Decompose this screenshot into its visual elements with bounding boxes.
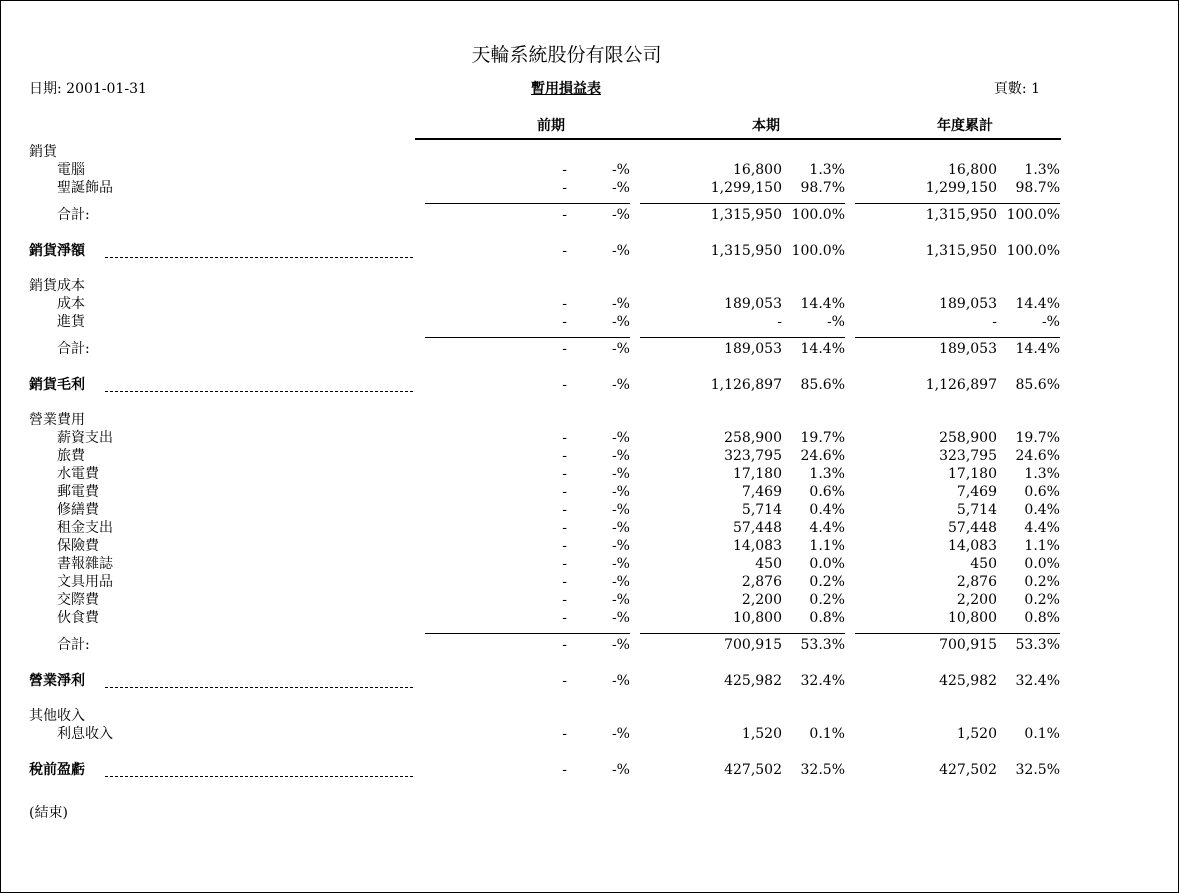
- ytd-percent: 0.2%: [1024, 574, 1060, 590]
- end-marker: (結束): [29, 805, 68, 821]
- total-label: 銷貨淨額: [29, 243, 85, 259]
- current-amount: -: [777, 314, 782, 330]
- line-item-label: 水電費: [57, 466, 99, 482]
- line-item-label: 修繕費: [57, 502, 99, 518]
- ytd-amount: 700,915: [939, 637, 997, 653]
- ytd-amount: 10,800: [948, 610, 997, 626]
- leader-dots: [105, 687, 413, 688]
- current-amount: 1,299,150: [710, 180, 782, 196]
- current-amount: 1,315,950: [710, 243, 782, 259]
- column-header-current: 本期: [752, 118, 780, 134]
- current-percent: -%: [826, 314, 845, 330]
- line-item-label: 成本: [57, 296, 85, 312]
- current-percent: 0.2%: [809, 592, 845, 608]
- ytd-amount: 189,053: [939, 341, 997, 357]
- subtotal-label: 合計:: [57, 341, 90, 357]
- current-percent: 0.4%: [809, 502, 845, 518]
- previous-percent: -%: [611, 673, 630, 689]
- previous-percent: -%: [611, 762, 630, 778]
- line-item-label: 保險費: [57, 538, 99, 554]
- ytd-amount: 258,900: [939, 430, 997, 446]
- line-item-label: 伙食費: [57, 610, 99, 626]
- previous-amount: -: [562, 243, 567, 259]
- previous-percent: -%: [611, 484, 630, 500]
- column-header-previous: 前期: [537, 118, 565, 134]
- subtotal-rule: [640, 203, 845, 204]
- ytd-percent: 0.6%: [1024, 484, 1060, 500]
- subtotal-rule: [425, 337, 630, 338]
- previous-percent: -%: [611, 296, 630, 312]
- page-number: 頁數: 1: [993, 81, 1040, 97]
- ytd-amount: 425,982: [939, 673, 997, 689]
- current-amount: 258,900: [724, 430, 782, 446]
- ytd-percent: 1.1%: [1024, 538, 1060, 554]
- ytd-amount: 1,520: [956, 726, 997, 742]
- previous-percent: -%: [611, 162, 630, 178]
- ytd-amount: 17,180: [948, 466, 997, 482]
- previous-percent: -%: [611, 448, 630, 464]
- line-item-label: 書報雜誌: [57, 556, 113, 572]
- previous-amount: -: [562, 377, 567, 393]
- previous-percent: -%: [611, 180, 630, 196]
- previous-amount: -: [562, 538, 567, 554]
- current-amount: 57,448: [733, 520, 782, 536]
- previous-amount: -: [562, 762, 567, 778]
- previous-amount: -: [562, 341, 567, 357]
- section-heading: 銷貨: [29, 144, 57, 160]
- current-amount: 17,180: [733, 466, 782, 482]
- ytd-amount: 450: [970, 556, 997, 572]
- current-percent: 100.0%: [791, 207, 845, 223]
- current-amount: 16,800: [733, 162, 782, 178]
- ytd-percent: 0.2%: [1024, 592, 1060, 608]
- current-amount: 189,053: [724, 296, 782, 312]
- current-percent: 1.3%: [809, 466, 845, 482]
- current-amount: 10,800: [733, 610, 782, 626]
- previous-amount: -: [562, 610, 567, 626]
- current-amount: 1,520: [741, 726, 782, 742]
- ytd-percent: 14.4%: [1015, 341, 1060, 357]
- current-percent: 0.0%: [809, 556, 845, 572]
- subtotal-rule: [640, 337, 845, 338]
- line-item-label: 聖誕飾品: [57, 180, 113, 196]
- subtotal-label: 合計:: [57, 637, 90, 653]
- subtotal-label: 合計:: [57, 207, 90, 223]
- previous-percent: -%: [611, 207, 630, 223]
- previous-percent: -%: [611, 430, 630, 446]
- ytd-amount: 1,315,950: [925, 243, 997, 259]
- ytd-percent: 53.3%: [1015, 637, 1060, 653]
- ytd-percent: 0.0%: [1024, 556, 1060, 572]
- ytd-percent: 1.3%: [1024, 162, 1060, 178]
- previous-percent: -%: [611, 538, 630, 554]
- header-rule: [415, 138, 1061, 140]
- ytd-percent: 19.7%: [1015, 430, 1060, 446]
- current-percent: 32.5%: [800, 762, 845, 778]
- line-item-label: 租金支出: [57, 520, 113, 536]
- section-heading: 其他收入: [29, 708, 85, 724]
- previous-percent: -%: [611, 556, 630, 572]
- ytd-amount: 5,714: [956, 502, 997, 518]
- current-percent: 85.6%: [800, 377, 845, 393]
- previous-percent: -%: [611, 377, 630, 393]
- previous-percent: -%: [611, 574, 630, 590]
- current-percent: 14.4%: [800, 296, 845, 312]
- previous-percent: -%: [611, 637, 630, 653]
- previous-amount: -: [562, 430, 567, 446]
- ytd-amount: 189,053: [939, 296, 997, 312]
- line-item-label: 交際費: [57, 592, 99, 608]
- current-amount: 700,915: [724, 637, 782, 653]
- ytd-percent: 85.6%: [1015, 377, 1060, 393]
- previous-percent: -%: [611, 314, 630, 330]
- previous-percent: -%: [611, 610, 630, 626]
- total-label: 營業淨利: [29, 673, 85, 689]
- previous-percent: -%: [611, 592, 630, 608]
- previous-amount: -: [562, 484, 567, 500]
- previous-percent: -%: [611, 341, 630, 357]
- current-amount: 427,502: [724, 762, 782, 778]
- ytd-percent: 32.4%: [1015, 673, 1060, 689]
- leader-dots: [105, 391, 413, 392]
- ytd-amount: 7,469: [956, 484, 997, 500]
- previous-percent: -%: [611, 243, 630, 259]
- previous-percent: -%: [611, 502, 630, 518]
- current-amount: 323,795: [724, 448, 782, 464]
- line-item-label: 利息收入: [57, 726, 113, 742]
- ytd-percent: 100.0%: [1006, 243, 1060, 259]
- previous-amount: -: [562, 673, 567, 689]
- section-heading: 營業費用: [29, 412, 85, 428]
- previous-amount: -: [562, 574, 567, 590]
- previous-amount: -: [562, 520, 567, 536]
- leader-dots: [105, 776, 413, 777]
- column-header-ytd: 年度累計: [937, 118, 993, 134]
- previous-amount: -: [562, 296, 567, 312]
- current-percent: 32.4%: [800, 673, 845, 689]
- current-amount: 7,469: [741, 484, 782, 500]
- previous-percent: -%: [611, 466, 630, 482]
- report-date: 日期: 2001-01-31: [29, 81, 147, 97]
- previous-percent: -%: [611, 520, 630, 536]
- ytd-amount: 16,800: [948, 162, 997, 178]
- line-item-label: 文具用品: [57, 574, 113, 590]
- current-percent: 0.1%: [809, 726, 845, 742]
- ytd-percent: -%: [1041, 314, 1060, 330]
- previous-percent: -%: [611, 726, 630, 742]
- line-item-label: 進貨: [57, 314, 85, 330]
- line-item-label: 薪資支出: [57, 430, 113, 446]
- current-percent: 53.3%: [800, 637, 845, 653]
- ytd-percent: 24.6%: [1015, 448, 1060, 464]
- total-label: 銷貨毛利: [29, 377, 85, 393]
- previous-amount: -: [562, 162, 567, 178]
- previous-amount: -: [562, 180, 567, 196]
- current-amount: 2,876: [741, 574, 782, 590]
- previous-amount: -: [562, 726, 567, 742]
- ytd-percent: 14.4%: [1015, 296, 1060, 312]
- subtotal-rule: [855, 337, 1060, 338]
- ytd-amount: 1,126,897: [925, 377, 997, 393]
- subtotal-rule: [425, 203, 630, 204]
- current-amount: 1,126,897: [710, 377, 782, 393]
- current-percent: 24.6%: [800, 448, 845, 464]
- ytd-amount: 1,299,150: [925, 180, 997, 196]
- section-heading: 銷貨成本: [29, 278, 85, 294]
- current-percent: 0.2%: [809, 574, 845, 590]
- ytd-percent: 100.0%: [1006, 207, 1060, 223]
- current-percent: 1.3%: [809, 162, 845, 178]
- income-statement-report: [1, 1, 1178, 892]
- ytd-percent: 32.5%: [1015, 762, 1060, 778]
- ytd-percent: 1.3%: [1024, 466, 1060, 482]
- current-percent: 1.1%: [809, 538, 845, 554]
- company-name: 天輪系統股份有限公司: [471, 44, 662, 66]
- report-title: 暫用損益表: [531, 81, 601, 97]
- total-label: 稅前盈虧: [29, 762, 85, 778]
- previous-amount: -: [562, 314, 567, 330]
- current-percent: 100.0%: [791, 243, 845, 259]
- ytd-percent: 4.4%: [1024, 520, 1060, 536]
- leader-dots: [105, 257, 413, 258]
- previous-amount: -: [562, 448, 567, 464]
- previous-amount: -: [562, 592, 567, 608]
- current-percent: 14.4%: [800, 341, 845, 357]
- previous-amount: -: [562, 637, 567, 653]
- ytd-percent: 98.7%: [1015, 180, 1060, 196]
- current-percent: 0.8%: [809, 610, 845, 626]
- line-item-label: 電腦: [57, 162, 85, 178]
- current-amount: 2,200: [741, 592, 782, 608]
- ytd-amount: 323,795: [939, 448, 997, 464]
- ytd-amount: -: [992, 314, 997, 330]
- subtotal-rule: [855, 633, 1060, 634]
- ytd-amount: 57,448: [948, 520, 997, 536]
- ytd-amount: 2,876: [956, 574, 997, 590]
- line-item-label: 郵電費: [57, 484, 99, 500]
- ytd-amount: 427,502: [939, 762, 997, 778]
- current-percent: 98.7%: [800, 180, 845, 196]
- subtotal-rule: [425, 633, 630, 634]
- previous-amount: -: [562, 207, 567, 223]
- subtotal-rule: [855, 203, 1060, 204]
- ytd-amount: 2,200: [956, 592, 997, 608]
- current-amount: 189,053: [724, 341, 782, 357]
- current-amount: 450: [755, 556, 782, 572]
- subtotal-rule: [640, 633, 845, 634]
- ytd-percent: 0.4%: [1024, 502, 1060, 518]
- ytd-amount: 14,083: [948, 538, 997, 554]
- ytd-amount: 1,315,950: [925, 207, 997, 223]
- ytd-percent: 0.8%: [1024, 610, 1060, 626]
- ytd-percent: 0.1%: [1024, 726, 1060, 742]
- previous-amount: -: [562, 556, 567, 572]
- current-amount: 425,982: [724, 673, 782, 689]
- previous-amount: -: [562, 466, 567, 482]
- current-percent: 4.4%: [809, 520, 845, 536]
- current-amount: 1,315,950: [710, 207, 782, 223]
- line-item-label: 旅費: [57, 448, 85, 464]
- previous-amount: -: [562, 502, 567, 518]
- current-percent: 0.6%: [809, 484, 845, 500]
- current-amount: 5,714: [741, 502, 782, 518]
- current-percent: 19.7%: [800, 430, 845, 446]
- current-amount: 14,083: [733, 538, 782, 554]
